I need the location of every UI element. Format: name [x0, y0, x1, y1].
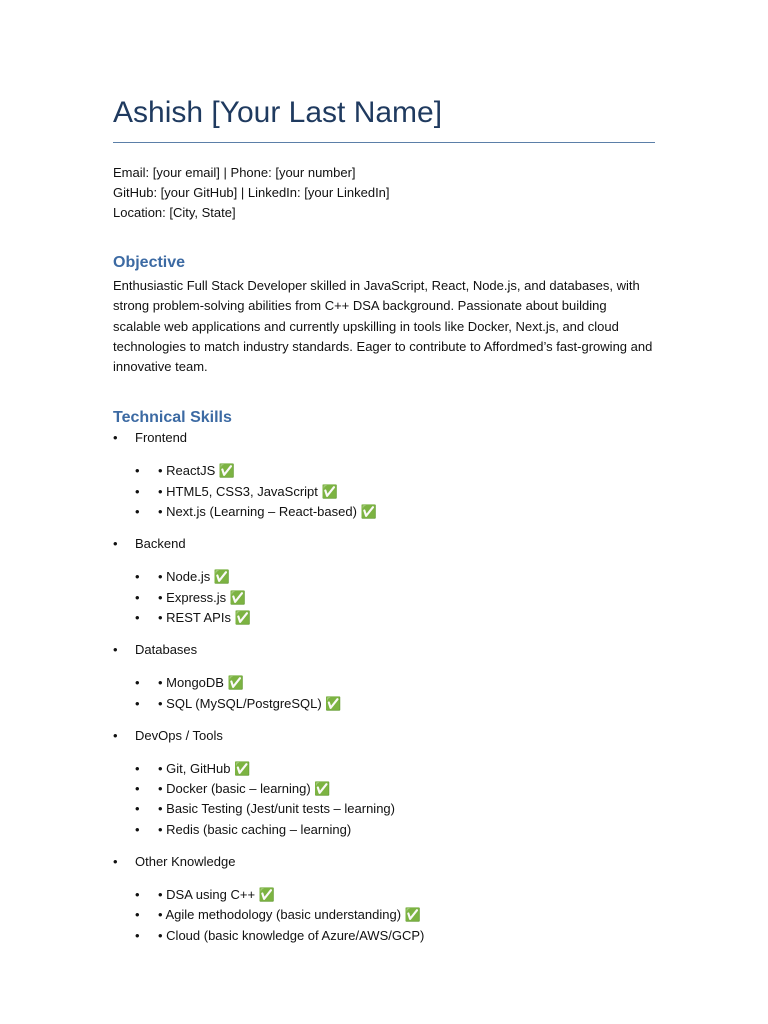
skill-category-label: Backend	[135, 536, 186, 552]
skill-item	[113, 608, 655, 628]
skill-item-text: • REST APIs ✅	[158, 609, 251, 625]
skill-item	[113, 588, 655, 608]
bullet-icon: •	[113, 536, 118, 552]
bullet-icon: •	[135, 675, 140, 691]
skill-category-databases	[113, 640, 655, 714]
skill-item-text: • Docker (basic – learning) ✅	[158, 781, 331, 797]
bullet-icon: •	[113, 727, 118, 743]
skill-item-text: • Next.js (Learning – React-based) ✅	[158, 504, 377, 520]
bullet-icon: •	[135, 760, 140, 776]
skill-item	[113, 461, 655, 481]
skill-item-text: • HTML5, CSS3, JavaScript ✅	[158, 483, 338, 499]
bullet-icon: •	[113, 854, 118, 870]
skill-item	[113, 694, 655, 714]
skill-item-text: • Git, GitHub ✅	[158, 760, 251, 776]
skill-category-frontend	[113, 428, 655, 522]
skill-item	[113, 799, 655, 819]
skill-sublist	[135, 567, 655, 628]
skill-item	[113, 482, 655, 502]
skill-category-label: DevOps / Tools	[135, 727, 223, 743]
bullet-icon: •	[135, 463, 140, 479]
resume-page	[113, 92, 655, 958]
bullet-icon: •	[113, 642, 118, 658]
skill-sublist	[135, 885, 655, 946]
skill-item	[113, 673, 655, 693]
skill-item-text: • Agile methodology (basic understanding) ✅	[158, 907, 421, 923]
technical-skills-heading: Technical Skills	[113, 409, 232, 427]
skill-item	[113, 567, 655, 587]
objective-text: Enthusiastic Full Stack Developer skilled in JavaScript, React, Node.js, and databases, with strong problem-solving abilities from C++ DSA background. Passionate about building scalable web applications and currently upskilling in tools like Docker, Next.js, and cloud technologies to match industry standards. Eager to contribute to Affordmed’s fast-growing and innovative team.	[113, 278, 653, 375]
bullet-icon: •	[135, 821, 140, 837]
skill-item-text: • MongoDB ✅	[158, 675, 244, 691]
skill-item-text: • Node.js ✅	[158, 569, 231, 585]
bullet-icon: •	[135, 695, 140, 711]
bullet-icon: •	[135, 483, 140, 499]
skills-list	[113, 428, 655, 945]
skill-item	[113, 779, 655, 799]
contact-line-github-linkedin: GitHub: [your GitHub] | LinkedIn: [your LinkedIn]	[113, 185, 390, 200]
bullet-icon: •	[135, 569, 140, 585]
skill-category-backend	[113, 534, 655, 628]
skill-item-text: • DSA using C++ ✅	[158, 887, 275, 903]
bullet-icon: •	[135, 781, 140, 797]
skill-item	[113, 885, 655, 905]
bullet-icon: •	[135, 907, 140, 923]
contact-block	[113, 163, 655, 223]
contact-line-location: Location: [City, State]	[113, 205, 236, 220]
bullet-icon: •	[135, 609, 140, 625]
skill-category-label: Databases	[135, 642, 198, 658]
resume-name: Ashish [Your Last Name]	[113, 92, 655, 143]
bullet-icon: •	[135, 504, 140, 520]
bullet-icon: •	[135, 801, 140, 817]
skill-item-text: • Basic Testing (Jest/unit tests – learning)	[158, 801, 395, 817]
skill-item-text: • Cloud (basic knowledge of Azure/AWS/GCP)	[158, 927, 425, 943]
bullet-icon: •	[135, 589, 140, 605]
skill-category-devops-tools	[113, 726, 655, 840]
skill-item	[113, 820, 655, 840]
skill-category-label: Other Knowledge	[135, 854, 236, 870]
skill-item	[113, 759, 655, 779]
bullet-icon: •	[135, 887, 140, 903]
skill-item	[113, 926, 655, 946]
skill-item-text: • Redis (basic caching – learning)	[158, 821, 352, 837]
bullet-icon: •	[113, 430, 118, 446]
skill-sublist	[135, 759, 655, 840]
skill-sublist	[135, 461, 655, 522]
skill-category-other-knowledge	[113, 852, 655, 946]
skill-item-text: • Express.js ✅	[158, 589, 246, 605]
skill-item-text: • ReactJS ✅	[158, 463, 236, 479]
contact-line-email-phone: Email: [your email] | Phone: [your number]	[113, 165, 356, 180]
skill-sublist	[135, 673, 655, 714]
skill-item	[113, 905, 655, 925]
skill-item	[113, 502, 655, 522]
objective-heading: Objective	[113, 254, 186, 271]
bullet-icon: •	[135, 927, 140, 943]
skill-item-text: • SQL (MySQL/PostgreSQL) ✅	[158, 695, 342, 711]
skill-category-label: Frontend	[135, 430, 188, 446]
